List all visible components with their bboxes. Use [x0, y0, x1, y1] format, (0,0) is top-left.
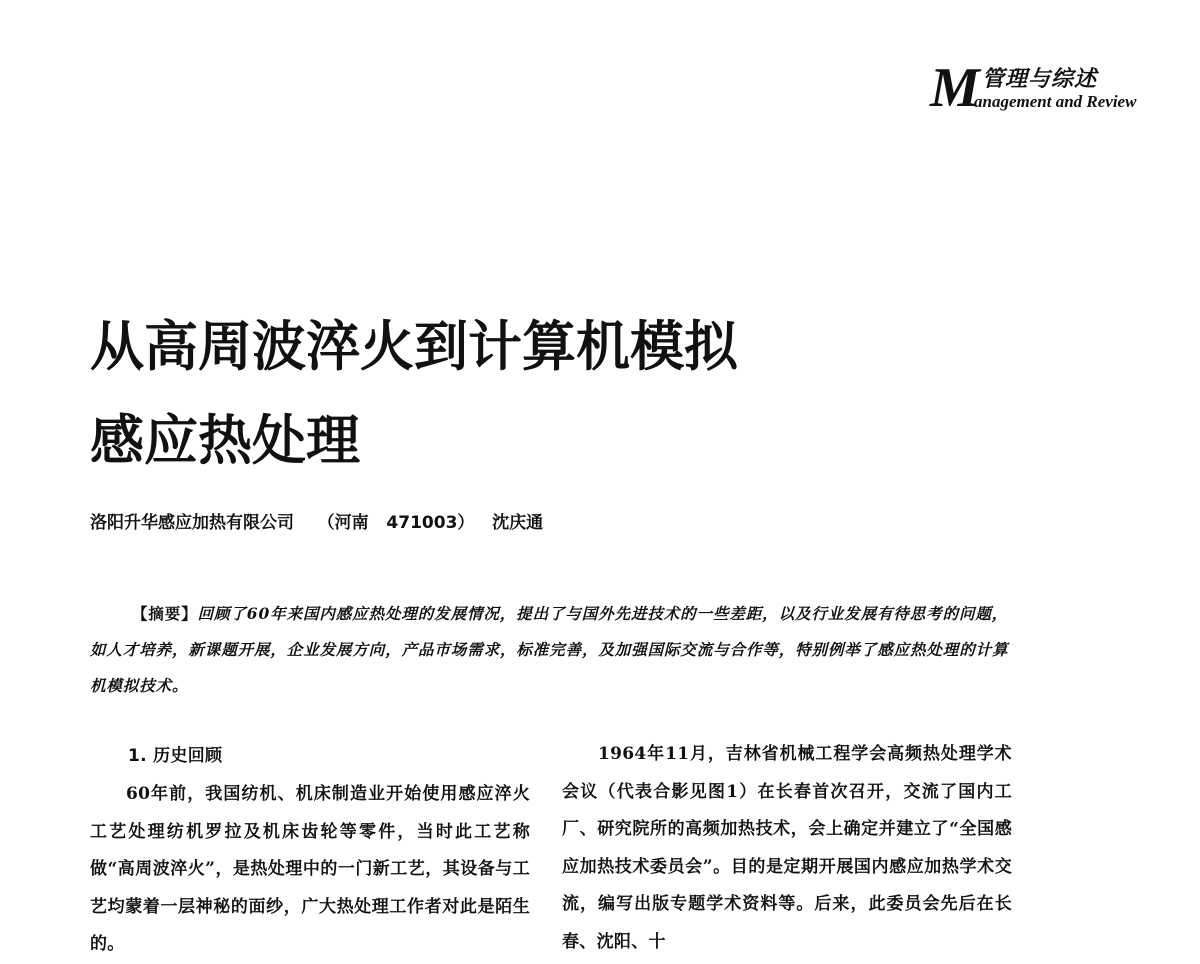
- article-title-line-2: 感应热处理: [90, 409, 360, 472]
- journal-column-masthead: [930, 58, 1180, 118]
- masthead-column-subtitle: anagement and Review: [974, 92, 1137, 111]
- right-column: [562, 736, 1012, 961]
- section-1-heading: 1. 历史回顾: [128, 746, 223, 766]
- author-affiliation: 洛阳升华感应加热有限公司 （河南 471003） 沈庆通: [90, 513, 544, 533]
- masthead-column-title: 管理与综述: [982, 66, 1098, 92]
- abstract-text: 回顾了60年来国内感应热处理的发展情况，提出了与国外先进技术的一些差距，以及行业发展有待思考的问题，如人才培养，新课题开展，企业发展方向，产品市场需求，标准完善，及加强国际交流与合作等，特别例举了感应热处理的计算机模拟技术。: [90, 604, 1009, 695]
- left-column: [90, 736, 530, 964]
- section-1-paragraph: 60年前，我国纺机、机床制造业开始使用感应淬火工艺处理纺机罗拉及机床齿轮等零件，当时此工艺称做“高周波淬火”，是热处理中的一门新工艺，其设备与工艺均蒙着一层神秘的面纱，广大热处理工作者对此是陌生的。: [90, 784, 530, 954]
- article-title: [90, 300, 738, 488]
- article-title-line-1: 从高周波淬火到计算机模拟: [90, 315, 738, 378]
- right-column-paragraph: 1964年11月，吉林省机械工程学会高频热处理学术会议（代表合影见图1）在长春首次召开，交流了国内工厂、研究院所的高频加热技术，会上确定并建立了“全国感应加热技术委员会”。目的是定期开展国内感应加热学术交流，编写出版专题学术资料等。后来，此委员会先后在长春、沈阳、十: [562, 744, 1012, 952]
- masthead-logo-letter: M: [930, 57, 980, 119]
- abstract-label: 【摘要】: [132, 604, 198, 623]
- abstract: [90, 596, 1020, 704]
